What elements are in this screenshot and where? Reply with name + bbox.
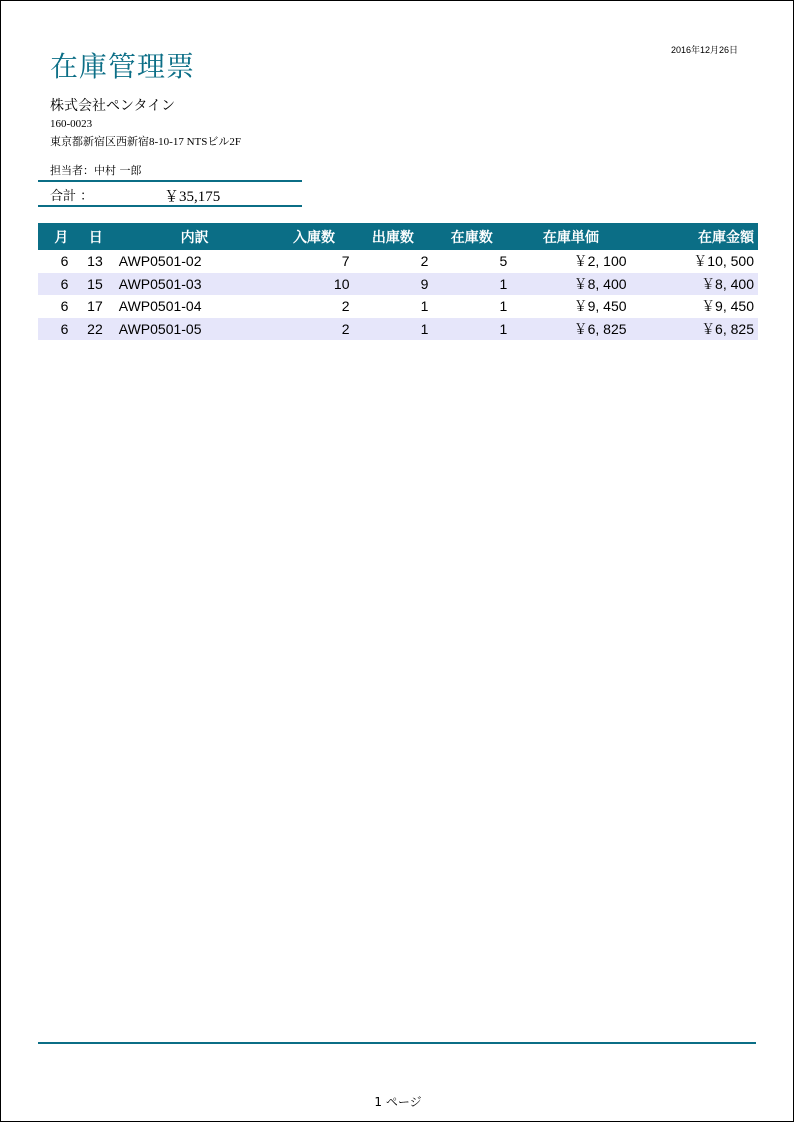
header-stock: 在庫数 bbox=[432, 223, 511, 250]
cell-day: 13 bbox=[87, 253, 103, 270]
table-row bbox=[38, 273, 758, 296]
total-value: ￥35,175 bbox=[164, 189, 221, 205]
page-title: 在庫管理票 bbox=[50, 50, 196, 83]
table-row bbox=[38, 318, 758, 341]
company-name: 株式会社ペンタイン bbox=[50, 98, 176, 114]
cell-stock: 1 bbox=[432, 273, 511, 296]
cell-unit-price: ￥9, 450 bbox=[573, 298, 627, 315]
header-month: 月 bbox=[38, 223, 72, 250]
cell-out: 9 bbox=[353, 273, 432, 296]
cell-month: 6 bbox=[60, 253, 69, 270]
header-unit-price: 在庫単価 bbox=[511, 223, 630, 250]
cell-in: 10 bbox=[275, 273, 354, 296]
page-number: 1 ページ bbox=[374, 1095, 422, 1109]
cell-stock: 1 bbox=[499, 298, 508, 315]
total-label: 合計 ： bbox=[50, 189, 94, 204]
document-date: 2016年12月26日 bbox=[671, 45, 739, 55]
cell-amount: ￥8, 400 bbox=[631, 273, 758, 296]
footer-divider bbox=[38, 1042, 756, 1044]
header-description: 内訳 bbox=[107, 223, 275, 250]
postal-code: 160-0023 bbox=[50, 118, 93, 130]
cell-description: AWP0501-02 bbox=[118, 253, 202, 270]
cell-stock: 1 bbox=[432, 318, 511, 341]
cell-in: 2 bbox=[275, 318, 354, 341]
cell-amount: ￥6, 825 bbox=[631, 318, 758, 341]
stock-table bbox=[38, 223, 758, 340]
table-row bbox=[38, 250, 758, 273]
cell-description: AWP0501-04 bbox=[118, 298, 202, 315]
cell-out: 1 bbox=[420, 298, 429, 315]
address: 東京都新宿区西新宿8-10-17 NTSビル2F bbox=[50, 136, 241, 148]
cell-month: 6 bbox=[60, 298, 69, 315]
cell-in: 2 bbox=[341, 298, 350, 315]
cell-unit-price: ￥6, 825 bbox=[511, 318, 630, 341]
cell-month: 6 bbox=[38, 318, 72, 341]
cell-out: 2 bbox=[420, 253, 429, 270]
cell-month: 6 bbox=[38, 273, 72, 296]
cell-description: AWP0501-03 bbox=[107, 273, 275, 296]
person-in-charge: 担当者：中村 一郎 bbox=[50, 164, 142, 177]
cell-day: 17 bbox=[87, 298, 103, 315]
header-in: 入庫数 bbox=[275, 223, 354, 250]
cell-amount: ￥9, 450 bbox=[701, 298, 754, 315]
header-day: 日 bbox=[72, 223, 106, 250]
cell-in: 7 bbox=[341, 253, 350, 270]
cell-unit-price: ￥8, 400 bbox=[511, 273, 630, 296]
total-box bbox=[38, 180, 302, 207]
cell-amount: ￥10, 500 bbox=[693, 253, 754, 270]
table-header-row bbox=[38, 223, 758, 250]
cell-stock: 5 bbox=[499, 253, 508, 270]
cell-out: 1 bbox=[353, 318, 432, 341]
table-row bbox=[38, 295, 758, 318]
header-amount: 在庫金額 bbox=[631, 223, 758, 250]
cell-day: 22 bbox=[72, 318, 106, 341]
cell-unit-price: ￥2, 100 bbox=[573, 253, 627, 270]
cell-day: 15 bbox=[72, 273, 106, 296]
cell-description: AWP0501-05 bbox=[107, 318, 275, 341]
header-out: 出庫数 bbox=[353, 223, 432, 250]
